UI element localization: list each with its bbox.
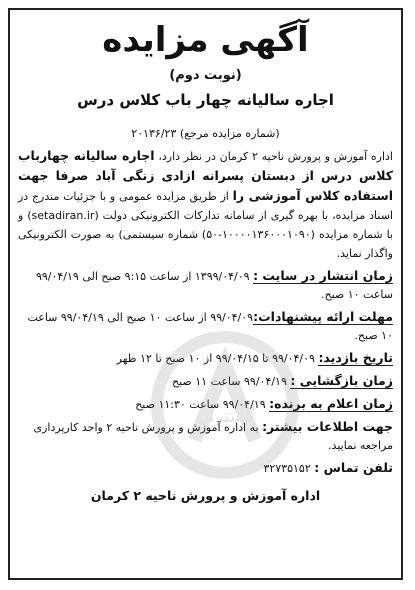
section-publish-time [18, 267, 393, 304]
notice-title: آگهی مزایده [102, 20, 309, 60]
watermark-text: گستران [195, 406, 255, 427]
notice-round: (نوبت دوم) [169, 68, 242, 83]
section-text: ۱۳۹۹/۰۴/۰۹ از ساعت ۹:۱۵ صبح الی ۹۹/۰۴/۱۹ ساعت ۱۰ صبح. [35, 270, 393, 301]
watermark-logo-icon [150, 330, 300, 480]
reference-number: (شماره مزایده مرجع) ۲۰۱۳۶/۲۳ [131, 127, 280, 140]
section-label: زمان بازگشایی : [290, 373, 393, 388]
body-part-1: اداره آموزش و پرورش ناحیه ۲ کرمان در نظر دارد، [154, 150, 393, 163]
section-label: تاریخ بازدید: [318, 350, 393, 365]
section-label: تلفن تماس : [314, 460, 393, 475]
notice-subject: اجاره سالیانه چهار باب کلاس درس [77, 91, 334, 109]
section-text: ۹۹/۰۴/۰۹ از ساعت ۱۰ صبح الی ۹۹/۰۴/۱۹ ساعت ۱۰ صبح. [27, 311, 393, 342]
body-part-2: از طریق مزایده عمومی و با جزئیات مندرج در اسناد مزایده، با بهره گیری از سامانه تدارکات الکترونیکی دولت (setadiran.ir) و با شماره مزایده (۱۰۰۰۰۱۳۶۰۰۰۱۰۹۰-۵۰) شماره سیستمی) به صورت الکترونیکی واگذار نماید. [18, 190, 393, 260]
section-label: جهت اطلاعات بیشتر: [262, 419, 393, 434]
notice-frame [8, 8, 403, 580]
section-text: به اداره آموزش و پرورش ناحیه ۲ واحد کارپردازی مراجعه نمایید. [33, 421, 393, 452]
section-text: ۹۹/۰۴/۰۹ تا ۹۹/۰۴/۱۵ از ۱۰ صبح تا ۱۲ ظهر [116, 352, 319, 365]
section-text: ۳۲۷۳۵۱۵۲ [263, 462, 315, 475]
section-label: زمان اعلام به برنده: [269, 396, 393, 411]
section-label: زمان انتشار در سایت : [253, 268, 393, 283]
section-text: ۹۹/۰۴/۱۹ ساعت ۱۱:۳۰ صبح [135, 398, 270, 411]
section-label: مهلت ارائه پیشنهادات: [253, 309, 393, 324]
notice-footer: اداره آموزش و پرورش ناحیه ۲ کرمان [90, 488, 321, 503]
section-text: ۹۹/۰۴/۱۹ ساعت ۱۱ صبح [171, 375, 291, 388]
body-bold-1: اجاره سالیانه چهارباب کلاس درس از دبستان پسرانه ازادی زنگی آباد صرفا جهت استفاده کلاس آموزشی را [18, 148, 393, 203]
notice-content [10, 10, 401, 578]
notice-body [18, 146, 393, 263]
